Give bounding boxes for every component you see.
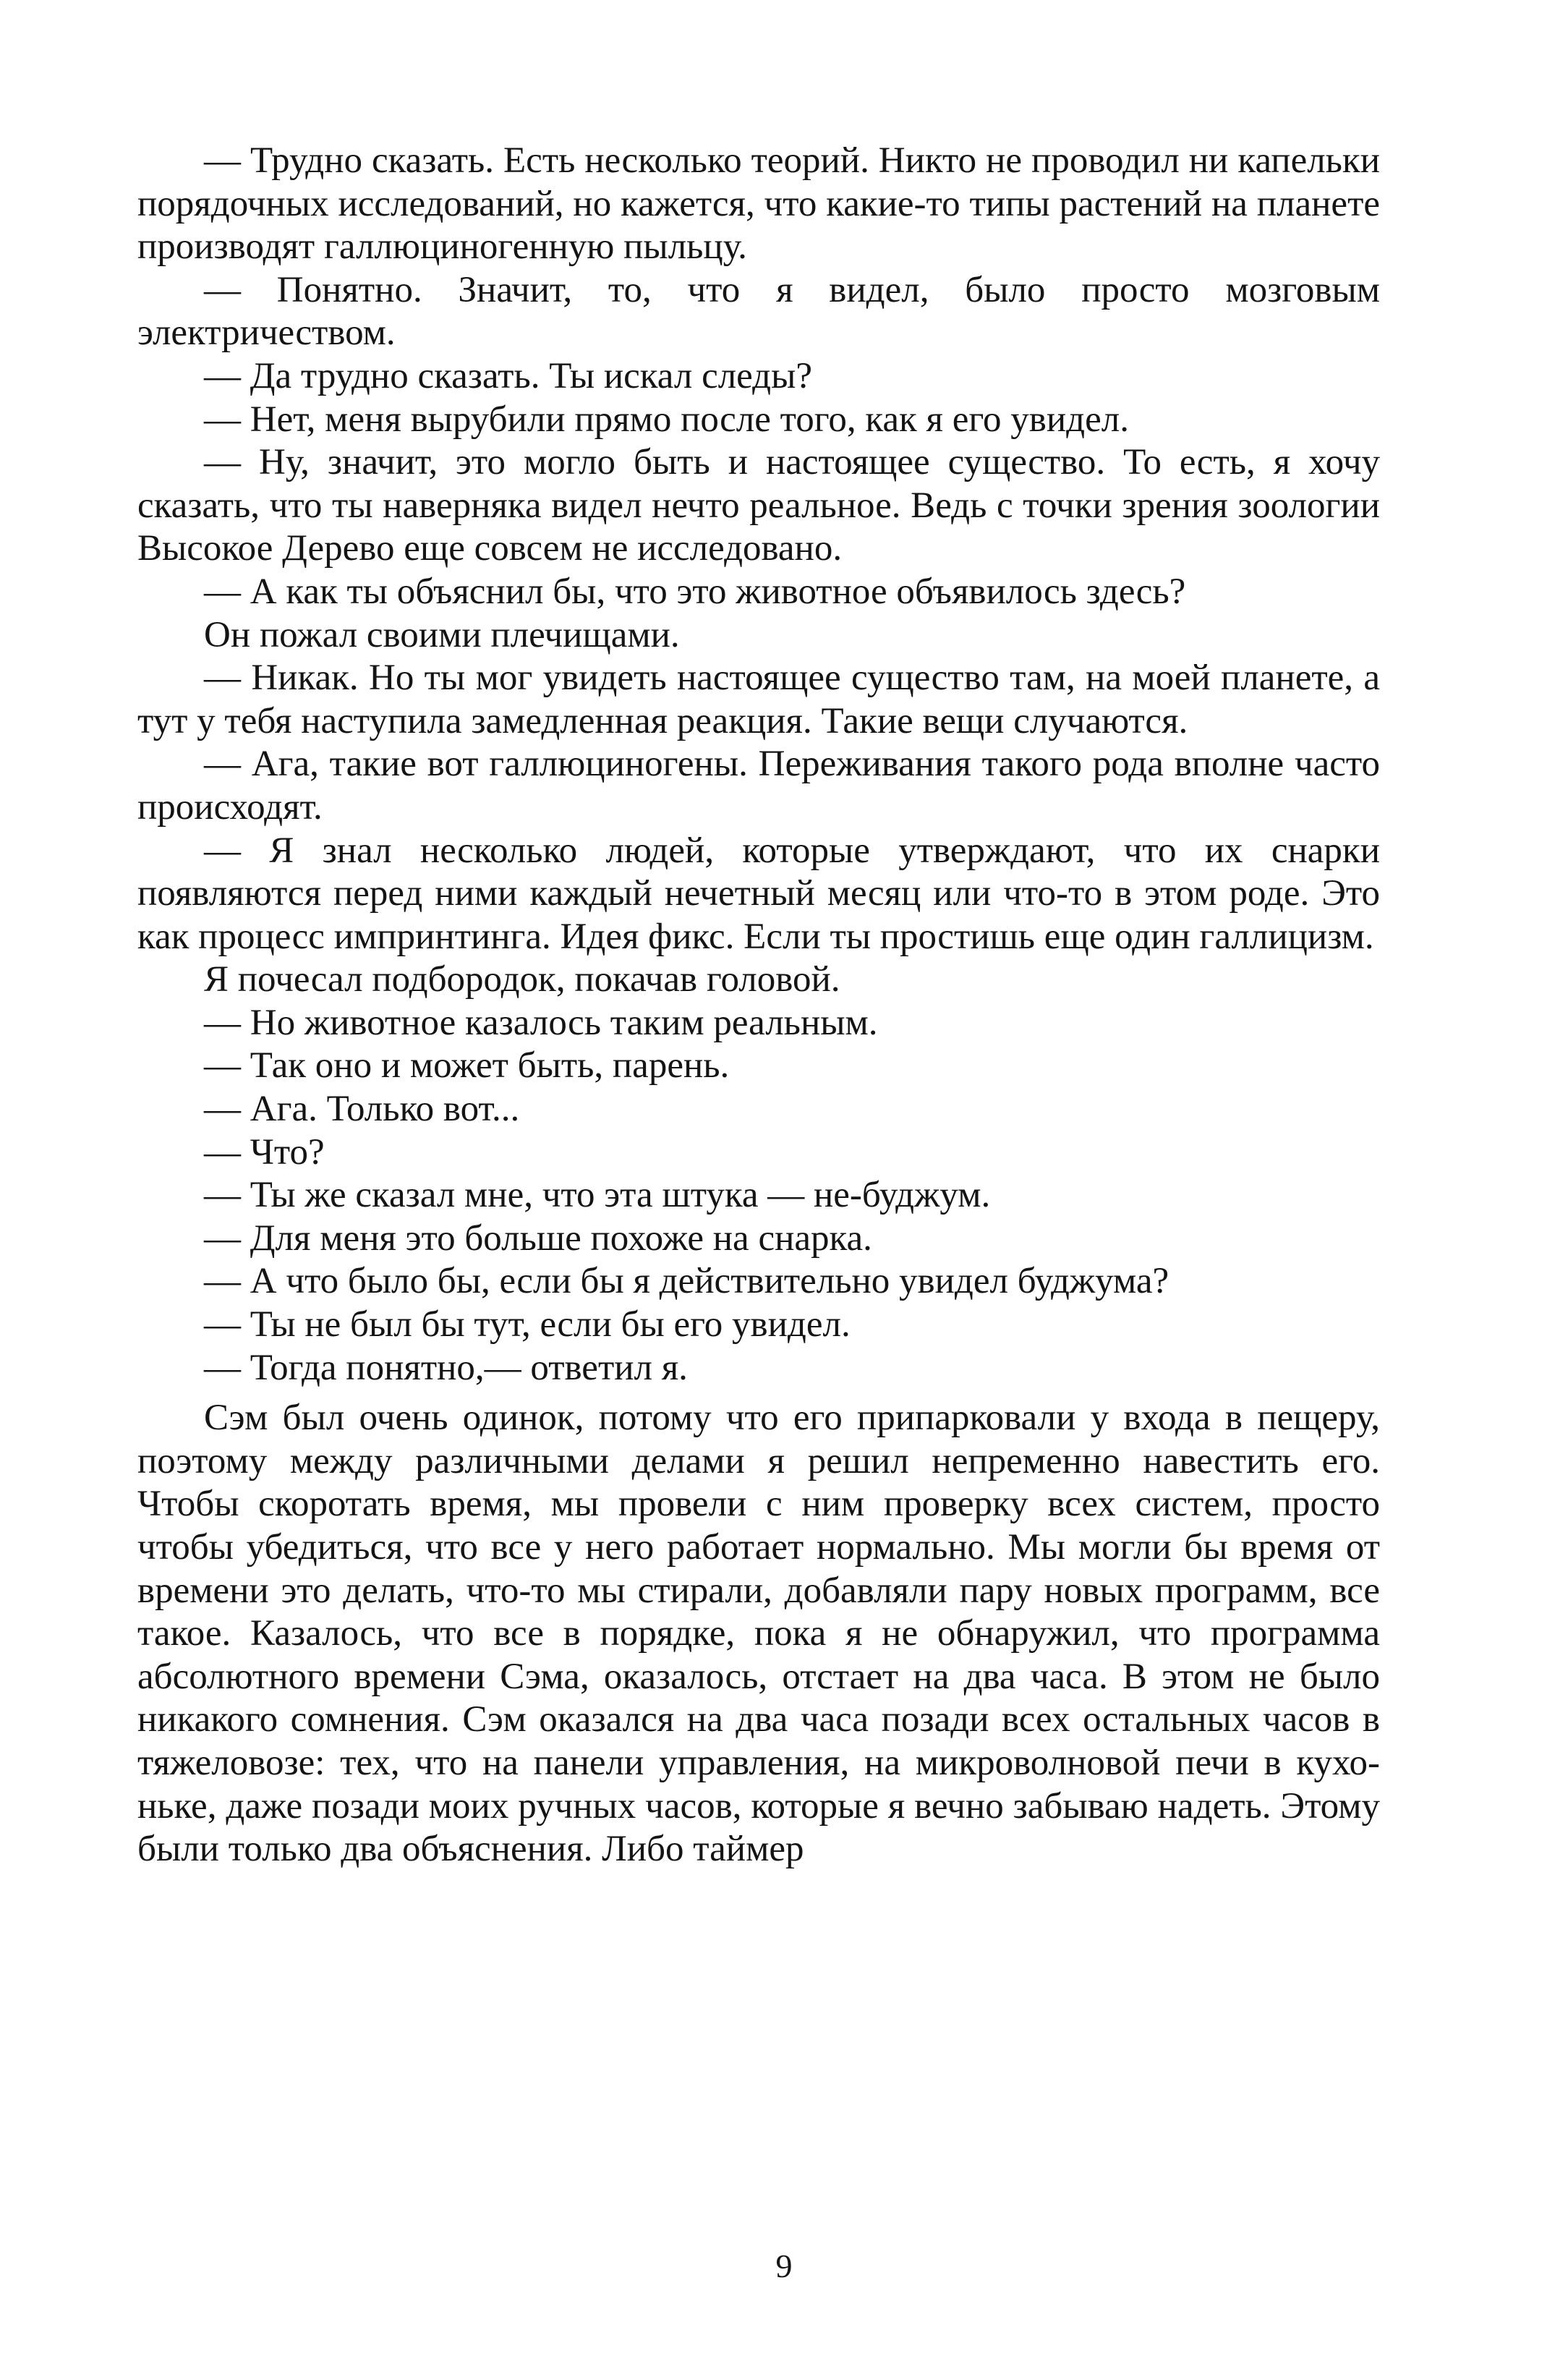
paragraph: — Для меня это больше похоже на снарка. bbox=[204, 1217, 872, 1259]
paragraph: — Тогда понятно,— ответил я. bbox=[204, 1347, 688, 1388]
paragraph: — Я знал несколько людей, которые утверждают, что их снарки появляются перед ними каждый нечетный месяц или что-то в этом роде. Это как процесс импринтинга. Идея фикс. Если ты простишь еще один галлицизм. bbox=[137, 830, 1380, 957]
paragraph: — Понятно. Значит, то, что я видел, было просто мозговым электричеством. bbox=[137, 269, 1380, 354]
paragraph: — Ага. Только вот... bbox=[204, 1089, 520, 1130]
paragraph: — Трудно сказать. Есть несколько теорий. Никто не проводил ни капельки порядочных исследований, но кажется, что какие-то типы растений на планете производят галлюциногенную пыльцу. bbox=[137, 140, 1380, 268]
paragraph: Он пожал своими плечищами. bbox=[204, 614, 680, 655]
paragraph: — Ну, значит, это могло быть и настоящее существо. То есть, я хочу сказать, что ты наверняка видел нечто реальное. Ведь с точки зрения зоологии Высокое Дерево еще совсем не исследовано. bbox=[137, 442, 1380, 569]
paragraph: — Что? bbox=[204, 1131, 325, 1173]
paragraph: Сэм был очень одинок, потому что его припарковали у входа в пещеру, поэтому между различными делами я решил непременно навестить его. Чтобы скоротать время, мы провели с ним проверку всех систем, просто чтобы убедиться, что все у него работает нормально. Мы могли бы время от времени это делать, что-то мы стирали, добавляли пару новых программ, все такое. Казалось, что все в порядке, пока я не обнаружил, что программа абсолютного времени Сэма, оказалось, отстает на два часа. В этом не было никакого сомнения. Сэм оказался на два часа позади всех остальных часов в тяжеловозе: тех, что на панели управления, на микроволновой печи в кухоньке, даже позади моих ручных часов, которые я вечно забываю надеть. Этому были только два объяснения. Либо таймер bbox=[137, 1398, 1380, 1870]
page-text bbox=[137, 140, 1380, 1871]
paragraph: — А как ты объяснил бы, что это животное объявилось здесь? bbox=[204, 571, 1186, 612]
paragraph: — Ага, такие вот галлюциногены. Переживания такого рода вполне часто происходят. bbox=[137, 744, 1380, 828]
paragraph: — Нет, меня вырубили прямо после того, как я его увидел. bbox=[204, 399, 1129, 440]
paragraph: — Ты не был бы тут, если бы его увидел. bbox=[204, 1304, 851, 1345]
paragraph: — Так оно и может быть, парень. bbox=[204, 1045, 730, 1087]
paragraph: Я почесал подбородок, покачав головой. bbox=[204, 959, 840, 1000]
paragraph: — Но животное казалось таким реальным. bbox=[204, 1002, 878, 1043]
paragraph: — Никак. Но ты мог увидеть настоящее существо там, на моей планете, а тут у тебя наступила замедленная реакция. Такие вещи случаются. bbox=[137, 658, 1380, 741]
paragraph: — Ты же сказал мне, что эта штука — не-буджум. bbox=[204, 1175, 991, 1216]
paragraph: — А что было бы, если бы я действительно увидел буджума? bbox=[204, 1261, 1169, 1302]
page-number: 9 bbox=[775, 2248, 793, 2284]
paragraph: — Да трудно сказать. Ты искал следы? bbox=[204, 355, 812, 396]
